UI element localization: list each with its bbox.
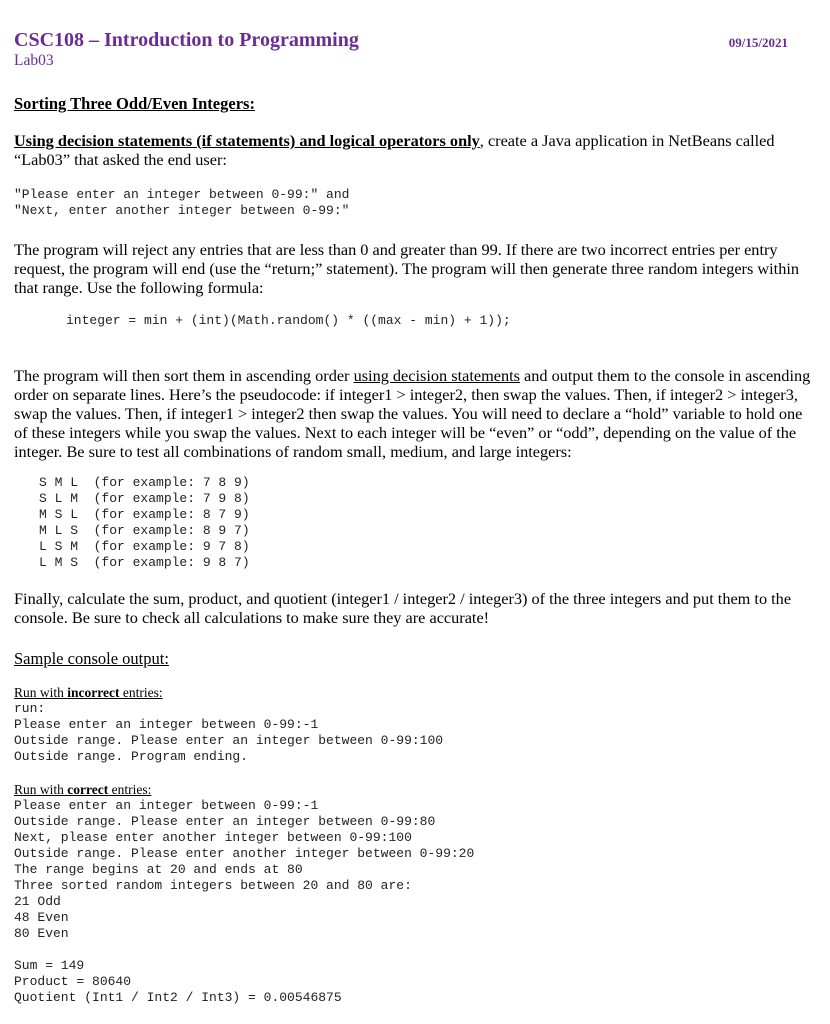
run-incorrect-label: Run with incorrect entries: xyxy=(14,685,163,700)
case-item: L S M (for example: 9 7 8) xyxy=(39,539,250,554)
console-totals xyxy=(14,958,342,1006)
quotient-line: Quotient (Int1 / Int2 / Int3) = 0.00546875 xyxy=(14,990,342,1005)
sort-text-after: and output them to the console in ascending order on separate lines. Here’s the pseudocode: if integer1 > integer2, then swap the values. Then, if integer2 > integer3, swap the values. Then, if integer1 > integer2 then swap the values. You will need to declare a “hold” variable to hold one of these integers while you swap the values. Next to each integer will be “even” or “odd”, depending on the value of the integer. Be sure to test all combinations of random small, medium, and large integers: xyxy=(14,366,811,461)
intro-paragraph xyxy=(14,131,814,169)
code-line: "Please enter an integer between 0-99:" and xyxy=(14,187,350,202)
product-line: Product = 80640 xyxy=(14,974,132,989)
sample-output-heading: Sample console output: xyxy=(14,649,169,668)
section-heading: Sorting Three Odd/Even Integers: xyxy=(14,94,255,113)
case-item: S M L (for example: 7 8 9) xyxy=(39,475,250,490)
case-item: M L S (for example: 8 9 7) xyxy=(39,523,250,538)
case-item: L M S (for example: 9 8 7) xyxy=(39,555,250,570)
sum-line: Sum = 149 xyxy=(14,958,85,973)
console-output-correct xyxy=(14,798,474,942)
console-line: Please enter an integer between 0-99:-1 xyxy=(14,717,319,732)
console-line: 48 Even xyxy=(14,910,69,925)
run-correct-bold: correct xyxy=(67,782,109,797)
code-line: "Next, enter another integer between 0-99:" xyxy=(14,203,350,218)
console-line: run: xyxy=(14,701,46,716)
case-list xyxy=(39,475,250,571)
lab-subtitle: Lab03 xyxy=(14,52,54,69)
prompt-code-block xyxy=(14,187,349,219)
console-line: Three sorted random integers between 20 and 80 are: xyxy=(14,878,412,893)
sort-paragraph xyxy=(14,366,814,461)
case-item: M S L (for example: 8 7 9) xyxy=(39,507,250,522)
rules-paragraph: The program will reject any entries that are less than 0 and greater than 99. If there are two incorrect entries per entry request, the program will end (use the “return;” statement). The program will then generate three random integers within that range. Use the following formula: xyxy=(14,240,799,297)
intro-rest: , create a Java application in NetBeans called “Lab03” that asked the end user: xyxy=(14,131,775,169)
run-incorrect-bold: incorrect xyxy=(67,685,120,700)
console-line: Next, please enter another integer between 0-99:100 xyxy=(14,830,412,845)
final-paragraph: Finally, calculate the sum, product, and quotient (integer1 / integer2 / integer3) of the three integers and put them to the console. Be sure to check all calculations to make sure they are accurate! xyxy=(14,589,792,627)
console-line: Outside range. Program ending. xyxy=(14,749,249,764)
document-title: CSC108 – Introduction to Programming xyxy=(14,29,359,51)
console-line: Outside range. Please enter an integer between 0-99:80 xyxy=(14,814,436,829)
console-line: The range begins at 20 and ends at 80 xyxy=(14,862,303,877)
document-date: 09/15/2021 xyxy=(728,35,788,50)
case-item: S L M (for example: 7 9 8) xyxy=(39,491,250,506)
console-line: Outside range. Please enter an integer between 0-99:100 xyxy=(14,733,444,748)
console-output-incorrect xyxy=(14,701,443,765)
sort-underlined: using decision statements xyxy=(353,366,520,385)
console-line: 21 Odd xyxy=(14,894,61,909)
console-line: Outside range. Please enter another integer between 0-99:20 xyxy=(14,846,475,861)
console-line: Please enter an integer between 0-99:-1 xyxy=(14,798,319,813)
formula-code: integer = min + (int)(Math.random() * ((max - min) + 1)); xyxy=(66,313,511,328)
console-line: 80 Even xyxy=(14,926,69,941)
sort-text-before: The program will then sort them in ascending order xyxy=(14,366,354,385)
run-correct-label: Run with correct entries: xyxy=(14,782,152,797)
intro-bold-lead: Using decision statements (if statements) and logical operators only xyxy=(14,131,480,150)
